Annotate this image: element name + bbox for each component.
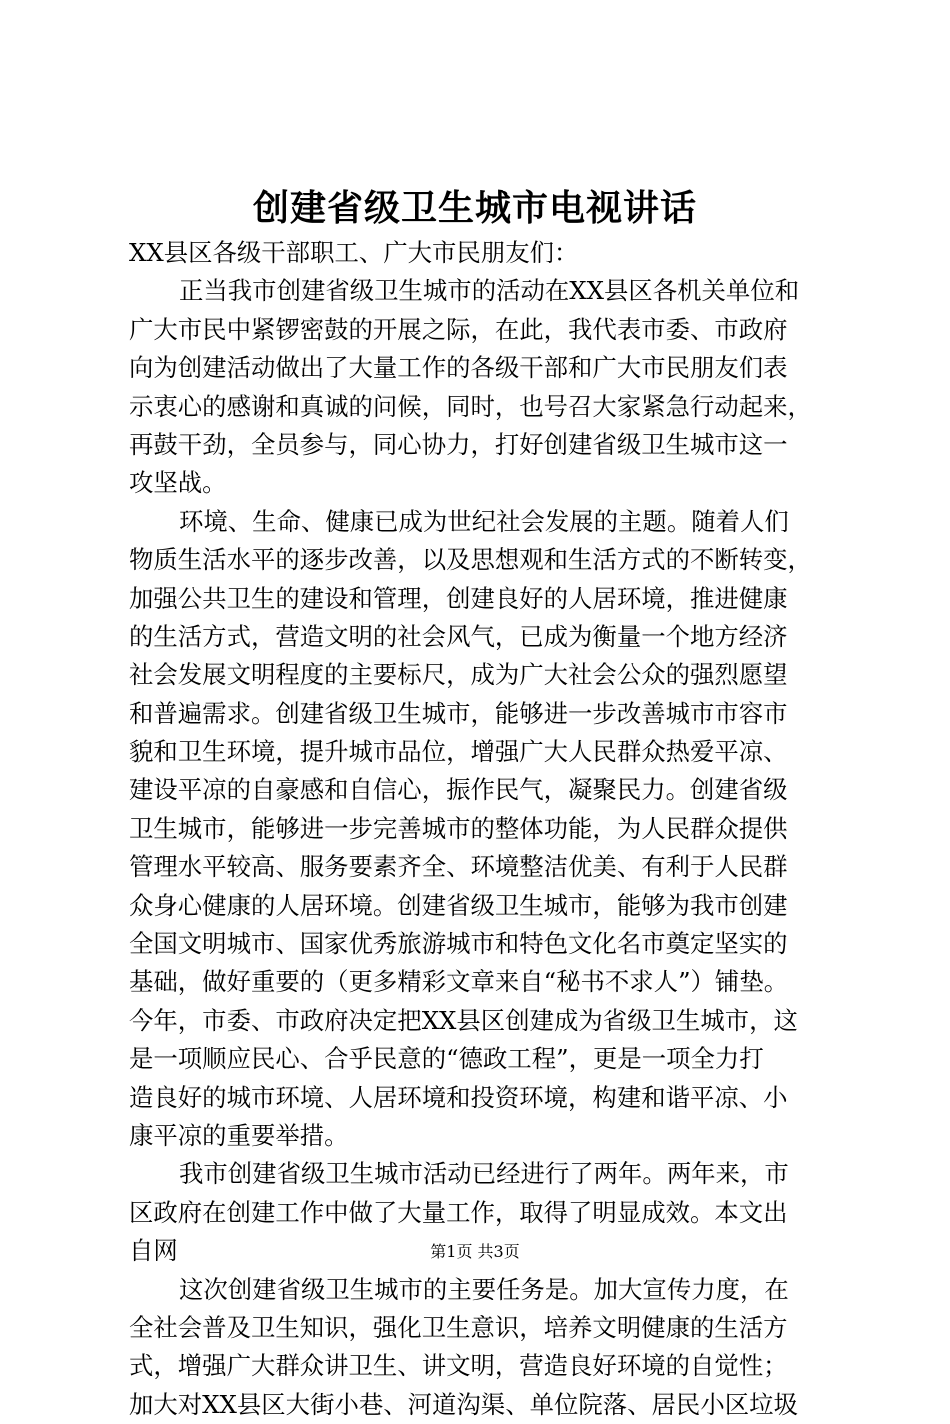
paragraph-line: 示衷心的感谢和真诚的问候，同时，也号召大家紧急行动起来， [129, 391, 812, 421]
paragraph-line: 式，增强广大群众讲卫生、讲文明，营造良好环境的自觉性； [129, 1351, 788, 1381]
paragraph-line: 自网 [129, 1236, 178, 1266]
paragraph-line: 是一项顺应民心、合乎民意的“德政工程”，更是一项全力打 [129, 1044, 764, 1074]
paragraph-line: 正当我市创建省级卫生城市的活动在XX县区各机关单位和 [179, 276, 800, 306]
paragraph-line: 环境、生命、健康已成为世纪社会发展的主题。随着人们 [179, 506, 789, 536]
paragraph-line: 的生活方式，营造文明的社会风气，已成为衡量一个地方经济 [129, 621, 788, 651]
paragraph-line: 攻坚战。 [129, 468, 227, 498]
paragraph-line: 我市创建省级卫生城市活动已经进行了两年。两年来，市 [179, 1159, 789, 1189]
paragraph-line: 基础，做好重要的（更多精彩文章来自“秘书不求人”）铺垫。 [129, 967, 789, 997]
paragraph-line: 卫生城市，能够进一步完善城市的整体功能，为人民群众提供 [129, 813, 788, 843]
paragraph-line: 全国文明城市、国家优秀旅游城市和特色文化名市奠定坚实的 [129, 929, 788, 959]
paragraph-line: 众身心健康的人居环境。创建省级卫生城市，能够为我市创建 [129, 890, 788, 920]
paragraph-line: 管理水平较高、服务要素齐全、环境整洁优美、有利于人民群 [129, 852, 788, 882]
paragraph-line: 全社会普及卫生知识，强化卫生意识，培养文明健康的生活方 [129, 1312, 788, 1342]
paragraph-line: 加强公共卫生的建设和管理，创建良好的人居环境，推进健康 [129, 583, 788, 613]
page-number-footer: 第1页 共3页 [430, 1242, 520, 1261]
paragraph-line: 貌和卫生环境，提升城市品位，增强广大人民群众热爱平凉、 [129, 737, 788, 767]
paragraph-line: 建设平凉的自豪感和自信心，振作民气，凝聚民力。创建省级 [129, 775, 788, 805]
paragraph-line: 物质生活水平的逐步改善，以及思想观和生活方式的不断转变， [129, 545, 812, 575]
paragraph-line: 这次创建省级卫生城市的主要任务是。加大宣传力度，在 [179, 1274, 789, 1304]
paragraph-line: 加大对XX县区大街小巷、河道沟渠、单位院落、居民小区垃圾 [129, 1389, 798, 1419]
paragraph-line: 社会发展文明程度的主要标尺，成为广大社会公众的强烈愿望 [129, 660, 788, 690]
paragraph-line: 向为创建活动做出了大量工作的各级干部和广大市民朋友们表 [129, 353, 788, 383]
paragraph-line: 康平凉的重要举措。 [129, 1120, 349, 1150]
paragraph-line: 造良好的城市环境、人居环境和投资环境，构建和谐平凉、小 [129, 1082, 788, 1112]
paragraph-line: 再鼓干劲，全员参与，同心协力，打好创建省级卫生城市这一 [129, 429, 788, 459]
document-title: 创建省级卫生城市电视讲话 [252, 187, 697, 229]
paragraph-line: 今年，市委、市政府决定把XX县区创建成为省级卫生城市，这 [129, 1005, 798, 1035]
paragraph-line: 区政府在创建工作中做了大量工作，取得了明显成效。本文出 [129, 1197, 788, 1227]
paragraph-line: 广大市民中紧锣密鼓的开展之际，在此，我代表市委、市政府 [129, 314, 788, 344]
salutation-line: XX县区各级干部职工、广大市民朋友们： [129, 238, 579, 267]
paragraph-line: 和普遍需求。创建省级卫生城市，能够进一步改善城市市容市 [129, 698, 788, 728]
